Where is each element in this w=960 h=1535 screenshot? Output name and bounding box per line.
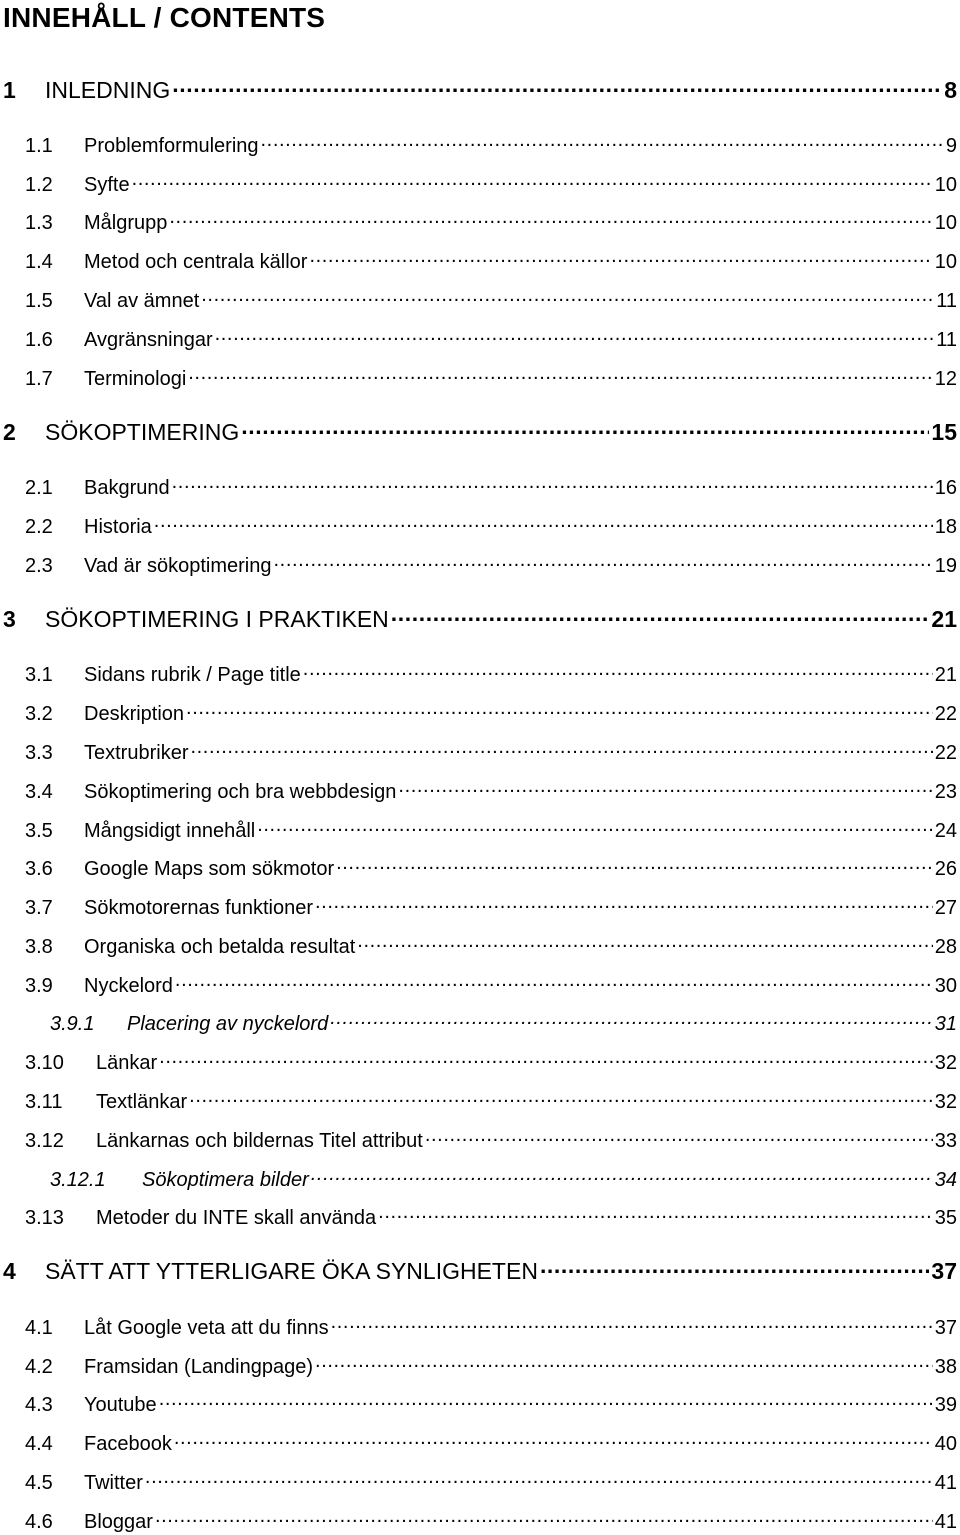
dot-leader: [309, 244, 932, 268]
dot-leader: [174, 1426, 933, 1450]
toc-entry[interactable]: [0, 361, 960, 391]
toc-entry[interactable]: [0, 603, 960, 633]
toc-entry[interactable]: [0, 657, 960, 687]
toc-entry-number: 3.4: [25, 781, 53, 803]
toc-entry-page: 37: [934, 1317, 957, 1339]
dot-leader: [315, 1349, 933, 1373]
toc-entry-page: 41: [934, 1511, 957, 1533]
toc-entry-page: 18: [934, 516, 957, 538]
toc-entry-label: Historia: [84, 516, 152, 538]
toc-entry[interactable]: [0, 1084, 960, 1114]
toc-entry-page: 27: [934, 897, 957, 919]
dot-leader: [145, 1465, 933, 1489]
toc-entry-number: 3.8: [25, 936, 53, 958]
toc-entry-number: 3.12: [25, 1130, 64, 1152]
dot-leader: [172, 470, 933, 494]
toc-entry-number: 1.3: [25, 212, 53, 234]
toc-entry-page: 33: [934, 1130, 957, 1152]
toc-entry[interactable]: [0, 890, 960, 920]
dot-leader: [311, 1162, 933, 1186]
toc-entry[interactable]: [0, 1504, 960, 1534]
toc-entry-number: 3.1: [25, 664, 53, 686]
dot-leader: [336, 851, 933, 875]
toc-entry-page: 40: [934, 1433, 957, 1455]
toc-entry-number: 1.6: [25, 329, 53, 351]
toc-entry[interactable]: [0, 244, 960, 274]
toc-entry-page: 11: [936, 290, 957, 312]
toc-entry-page: 15: [931, 419, 957, 445]
dot-leader: [540, 1255, 929, 1279]
toc-entry[interactable]: [0, 774, 960, 804]
toc-entry-label: Youtube: [84, 1394, 157, 1416]
toc-entry[interactable]: [0, 128, 960, 158]
toc-entry[interactable]: [0, 696, 960, 726]
toc-entry-label: Låt Google veta att du finns: [84, 1317, 329, 1339]
toc-entry-label: Sökoptimera bilder: [142, 1169, 309, 1191]
dot-leader: [331, 1310, 933, 1334]
toc-entry[interactable]: [0, 74, 960, 104]
toc-entry[interactable]: [0, 167, 960, 197]
toc-entry[interactable]: [0, 416, 960, 446]
toc-entry[interactable]: [0, 813, 960, 843]
toc-entry-page: 41: [934, 1472, 957, 1494]
toc-entry-label: Metod och centrala källor: [84, 251, 308, 273]
toc-entry-number: 3.3: [25, 742, 53, 764]
toc-entry-page: 31: [934, 1013, 957, 1035]
toc-entry-number: 1.7: [25, 368, 53, 390]
toc-entry-page: 23: [934, 781, 957, 803]
toc-entry-number: 3.13: [25, 1207, 64, 1229]
toc-entry-page: 28: [934, 936, 957, 958]
toc-entry[interactable]: [0, 1349, 960, 1379]
dot-leader: [398, 774, 932, 798]
toc-entry-label: SÖKOPTIMERING I PRAKTIKEN: [45, 606, 389, 632]
dot-leader: [190, 735, 932, 759]
toc-entry-label: Sökoptimering och bra webbdesign: [84, 781, 397, 803]
toc-entry-page: 32: [934, 1052, 957, 1074]
toc-entry-page: 21: [934, 664, 957, 686]
toc-entry-number: 3: [3, 606, 16, 632]
toc-entry[interactable]: [0, 1200, 960, 1230]
toc-entry-page: 8: [944, 77, 957, 103]
dot-leader: [261, 128, 944, 152]
dot-leader: [169, 205, 932, 229]
dot-leader: [159, 1045, 933, 1069]
toc-entry-label: Textlänkar: [96, 1091, 188, 1113]
toc-entry[interactable]: [0, 851, 960, 881]
toc-entry[interactable]: [0, 1162, 960, 1192]
dot-leader: [188, 361, 932, 385]
toc-entry[interactable]: [0, 1310, 960, 1340]
dot-leader: [189, 1084, 933, 1108]
toc-entry-number: 3.9: [25, 975, 53, 997]
toc-entry-number: 2: [3, 419, 16, 445]
dot-leader: [274, 548, 933, 572]
toc-entry-number: 1: [3, 77, 16, 103]
toc-entry-label: Sidans rubrik / Page title: [84, 664, 301, 686]
toc-entry-number: 3.7: [25, 897, 53, 919]
toc-entry-label: Länkarnas och bildernas Titel attribut: [96, 1130, 423, 1152]
toc-entry[interactable]: [0, 1255, 960, 1285]
toc-entry[interactable]: [0, 509, 960, 539]
dot-leader: [378, 1200, 933, 1224]
toc-entry[interactable]: [0, 1045, 960, 1075]
toc-entry-page: 32: [934, 1091, 957, 1113]
toc-entry-page: 34: [934, 1169, 957, 1191]
toc-entry-label: Terminologi: [84, 368, 187, 390]
toc-entry-label: Google Maps som sökmotor: [84, 858, 335, 880]
toc-entry[interactable]: [0, 1123, 960, 1153]
toc-entry-number: 1.5: [25, 290, 53, 312]
toc-entry[interactable]: [0, 1387, 960, 1417]
toc-entry-label: Val av ämnet: [84, 290, 200, 312]
dot-leader: [132, 167, 933, 191]
toc-entry-label: Bakgrund: [84, 477, 170, 499]
toc-entry-label: Facebook: [84, 1433, 172, 1455]
toc-entry-label: Syfte: [84, 174, 130, 196]
toc-entry-page: 37: [931, 1258, 957, 1284]
toc-entry-page: 10: [934, 174, 957, 196]
dot-leader: [425, 1123, 933, 1147]
toc-entry[interactable]: [0, 1006, 960, 1036]
toc-entry-label: SÄTT ATT YTTERLIGARE ÖKA SYNLIGHETEN: [45, 1258, 538, 1284]
dot-leader: [175, 968, 933, 992]
toc-entry[interactable]: [0, 735, 960, 765]
toc-entry-label: Textrubriker: [84, 742, 189, 764]
toc-entry[interactable]: [0, 548, 960, 578]
toc-entry-number: 1.1: [25, 135, 53, 157]
toc-entry-page: 22: [934, 742, 957, 764]
toc-entry-number: 2.2: [25, 516, 53, 538]
toc-entry[interactable]: [0, 470, 960, 500]
toc-entry-page: 9: [945, 135, 957, 157]
toc-title: INNEHÅLL / CONTENTS: [3, 2, 326, 33]
toc-entry-number: 3.10: [25, 1052, 64, 1074]
toc-entry-label: Mångsidigt innehåll: [84, 820, 256, 842]
dot-leader: [241, 416, 929, 440]
toc-entry-page: 30: [934, 975, 957, 997]
dot-leader: [330, 1006, 933, 1030]
toc-entry-number: 4.2: [25, 1356, 53, 1378]
toc-entry-number: 3.5: [25, 820, 53, 842]
toc-entry[interactable]: [0, 205, 960, 235]
toc-entry-number: 3.11: [25, 1091, 63, 1113]
toc-entry-label: Sökmotorernas funktioner: [84, 897, 314, 919]
dot-leader: [391, 603, 930, 627]
toc-entry-page: 24: [934, 820, 957, 842]
toc-entry-page: 11: [936, 329, 957, 351]
toc-entry-number: 2.3: [25, 555, 53, 577]
toc-entry-page: 26: [934, 858, 957, 880]
toc-entry-number: 4.3: [25, 1394, 53, 1416]
toc-entry-label: Placering av nyckelord: [127, 1013, 329, 1035]
toc-entry[interactable]: [0, 1426, 960, 1456]
dot-leader: [155, 1504, 933, 1528]
toc-entry-label: Länkar: [96, 1052, 158, 1074]
toc-entry-page: 39: [934, 1394, 957, 1416]
toc-entry-number: 3.2: [25, 703, 53, 725]
toc-entry-number: 1.4: [25, 251, 53, 273]
toc-entry-page: 16: [934, 477, 957, 499]
dot-leader: [215, 322, 935, 346]
toc-entry-label: Metoder du INTE skall använda: [96, 1207, 377, 1229]
dot-leader: [303, 657, 933, 681]
toc-entry-page: 10: [934, 212, 957, 234]
toc-entry-page: 21: [931, 606, 957, 632]
toc-entry-page: 10: [934, 251, 957, 273]
toc-entry-label: INLEDNING: [45, 77, 171, 103]
toc-entry-label: Twitter: [84, 1472, 143, 1494]
toc-entry[interactable]: [0, 929, 960, 959]
toc-entry-label: Målgrupp: [84, 212, 168, 234]
toc-entry-number: 4.5: [25, 1472, 53, 1494]
toc-entry[interactable]: [0, 322, 960, 352]
toc-entry-number: 3.9.1: [50, 1013, 95, 1035]
toc-entry-label: Avgränsningar: [84, 329, 213, 351]
toc-entry-page: 12: [934, 368, 957, 390]
toc-entry-label: Problemformulering: [84, 135, 259, 157]
dot-leader: [257, 813, 933, 837]
toc-entry-label: Nyckelord: [84, 975, 173, 997]
toc-entry-number: 2.1: [25, 477, 53, 499]
toc-entry-number: 4: [3, 1258, 16, 1284]
toc-entry-label: Bloggar: [84, 1511, 153, 1533]
toc-entry-label: Organiska och betalda resultat: [84, 936, 356, 958]
toc-entry[interactable]: [0, 1465, 960, 1495]
toc-entry-page: 35: [934, 1207, 957, 1229]
toc-entry-page: 19: [934, 555, 957, 577]
dot-leader: [159, 1387, 933, 1411]
dot-leader: [186, 696, 933, 720]
toc-entry[interactable]: [0, 283, 960, 313]
toc-entry-page: 38: [934, 1356, 957, 1378]
toc-entry-number: 3.6: [25, 858, 53, 880]
toc-entry-label: Vad är sökoptimering: [84, 555, 272, 577]
toc-entry-page: 22: [934, 703, 957, 725]
dot-leader: [315, 890, 933, 914]
toc-entry-number: 4.1: [25, 1317, 53, 1339]
toc-entry-label: SÖKOPTIMERING: [45, 419, 240, 445]
toc-entry-number: 4.4: [25, 1433, 53, 1455]
toc-entry[interactable]: [0, 968, 960, 998]
dot-leader: [172, 74, 942, 98]
toc-entry-number: 3.12.1: [50, 1169, 106, 1191]
toc-entry-label: Deskription: [84, 703, 185, 725]
dot-leader: [201, 283, 934, 307]
toc-entry-number: 4.6: [25, 1511, 53, 1533]
toc-entry-label: Framsidan (Landingpage): [84, 1356, 314, 1378]
toc-entry-number: 1.2: [25, 174, 53, 196]
dot-leader: [357, 929, 932, 953]
dot-leader: [154, 509, 933, 533]
